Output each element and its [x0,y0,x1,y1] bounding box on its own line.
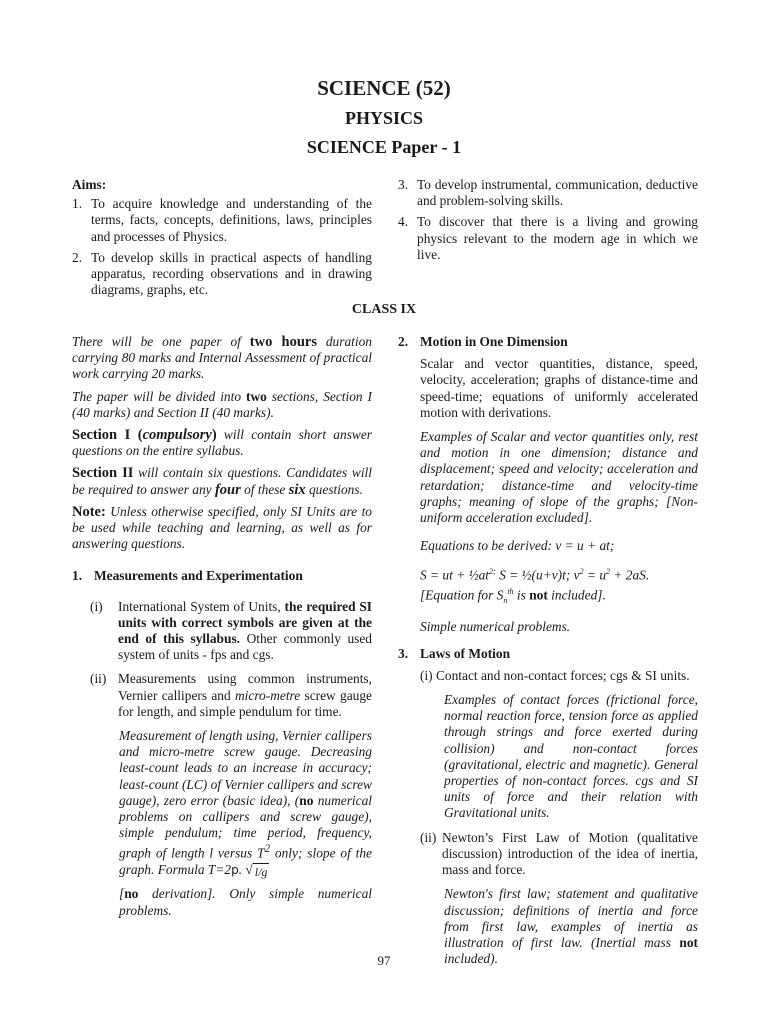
intro-paragraph: Section II will contain six questions. Candidates will be required to answer any four of these six questions. [72,465,372,498]
aims-heading: Aims: [72,177,107,192]
aims-right [398,177,698,268]
page-title: SCIENCE (52) [317,76,451,100]
subsection-item: (ii) Measurements using common instruments, Vernier callipers and micro-metre screw gauge for length, and simple pendulum for time. [90,671,372,719]
aim-item: 4. To discover that there is a living and growing physics relevant to the modern age in which we live. [398,214,698,262]
aim-item: 3. To develop instrumental, communication, deductive and problem-solving skills. [398,177,698,209]
class-heading: CLASS IX [351,302,417,317]
first-law-note: Newton's first law; statement and qualitative discussion; definitions of inertia and force from first law, examples of inertia as illustration of first law. (Inertial mass not included). [444,886,698,967]
section-heading: 3. Laws of Motion [398,645,511,661]
subsection-item: (i) Contact and non-contact forces; cgs & SI units. [420,667,690,683]
subsection-item: (i) International System of Units, the required SI units with correct symbols are given at the end of this syllabus. Other commonly used system of units - fps and cgs. [90,598,373,663]
section-body: Scalar and vector quantities, distance, speed, velocity, acceleration; graphs of distance-time and speed-time; equations of uniformly accelerated motion with derivations. [420,356,698,420]
measurement-note: Measurement of length using, Vernier callipers and micro-metre screw gauge. Decreasing least-count leads to an increase in accuracy; least-count (LC) of Vernier callipers and screw gauge), zero error (basic idea), (no numerical problems on callipers and screw gauge), simple pendulum; time period, frequency, graph of length l versus $T^2$ only; slope of the graph. Formula T=2p. √ l/g [no derivation]. Only simple numerical problems. [119,728,372,918]
equations-line: Equations to be derived: v = u + at; [420,538,615,554]
paper-heading: SCIENCE Paper - 1 [306,137,462,157]
equations-block: S = ut + $\frac{1}{2}at^{2;}$ S = ½(u+v)t; $v^2 = u^2 + 2aS$. [Equation for $S_n^{th}$ is not included]. [420,567,650,606]
left-column [72,334,372,927]
aim-item: 2. To develop skills in practical aspects of handling apparatus, recording observations and in drawing diagrams, graphs, etc. [72,249,372,298]
intro-paragraph: There will be one paper of two hours duration carrying 80 marks and Internal Assessment of practical work carrying 20 marks. [72,334,372,382]
aims-left [72,177,372,303]
right-column [398,334,698,975]
section-heading: 1. Measurements and Experimentation [72,568,303,584]
intro-paragraph: The paper will be divided into two sections, Section I (40 marks) and Section II (40 marks). [72,388,373,420]
section-heading: 2. Motion in One Dimension [398,334,568,349]
section-examples: Examples of Scalar and vector quantities only, rest and motion in one dimension; distance and displacement; speed and velocity; acceleration and retardation; distance-time and velocity-time graphs; meaning of slope of the graphs; [Non-uniform acceleration excluded]. [420,429,698,526]
subsection-item: (ii) Newton’s First Law of Motion (qualitative discussion) introduction of the idea of inertia, mass and force. [420,829,698,878]
sqrt-fraction: l/g [254,865,268,880]
aim-item: 1. To acquire knowledge and understanding of the terms, facts, concepts, definitions, laws, principles and processes of Physics. [72,196,372,244]
intro-paragraph: Note: Unless otherwise specified, only SI Units are to be used while teaching and learning, as well as for answering questions. [72,503,372,552]
subject-heading: PHYSICS [344,108,424,128]
page-number: 97 [377,953,391,968]
contact-forces-examples: Examples of contact forces (frictional force, normal reaction force, tension force as applied through strings and force exerted during collision) and non-contact forces (gravitational, electric and magnetic). General properties of non-contact forces. cgs and SI units of force and their relation with Gravitational units. [444,692,698,821]
simple-numericals: Simple numerical problems. [420,619,571,635]
intro-paragraph: Section I (compulsory) will contain short answer questions on the entire syllabus. [72,427,372,459]
